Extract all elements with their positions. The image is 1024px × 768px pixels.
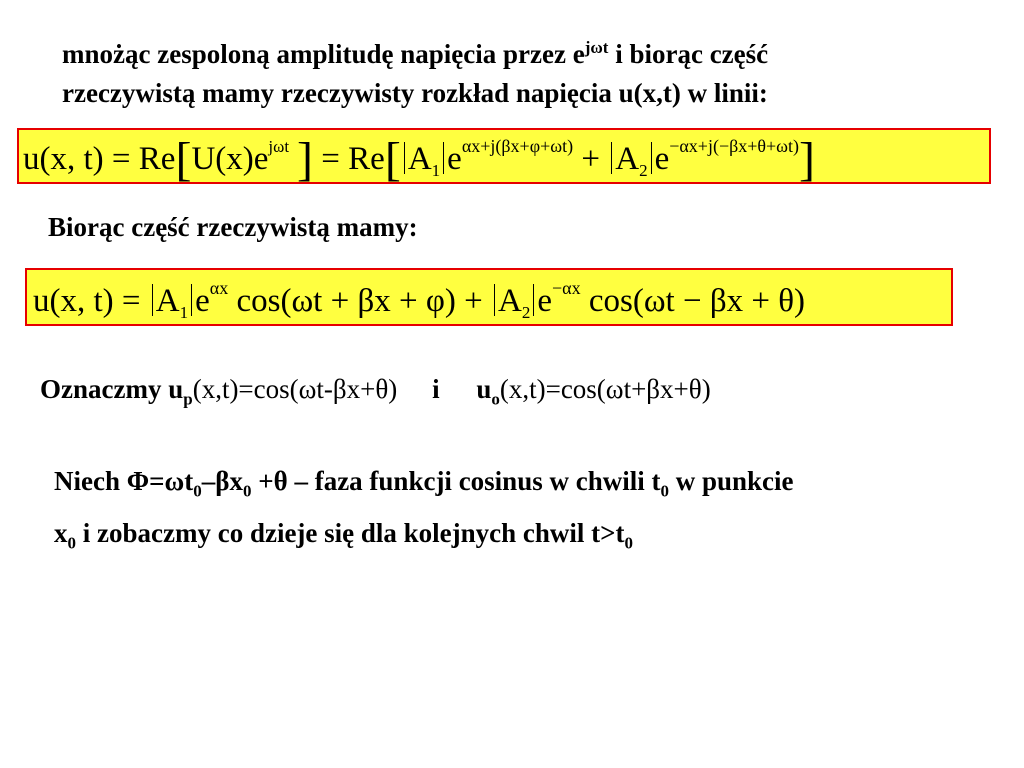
eq1-abs-bar: [651, 142, 652, 174]
def-uo-rest: (x,t)=cos(ωt+βx+θ): [499, 374, 711, 404]
eq2-e2: e: [537, 283, 553, 319]
def-and: i: [432, 374, 440, 404]
eq2-abs-bar: [494, 284, 495, 316]
eq1-phasor-exponent: jωt: [268, 137, 290, 156]
eq2-abs-bar: [533, 284, 534, 316]
eq1-e2-exponent: −αx+j(−βx+θ+ωt): [669, 136, 800, 156]
section-heading: Biorąc część rzeczywistą mamy:: [48, 212, 418, 242]
niech-l1-sub3: 0: [660, 481, 669, 501]
intro-line-1-pre: mnożąc zespoloną amplitudę napięcia przez e: [62, 39, 585, 69]
niech-l1-sub2: 0: [242, 481, 252, 501]
eq2-e1: e: [195, 283, 210, 319]
intro-line-1-post: i biorąc część: [608, 39, 769, 69]
def-uo: u: [476, 374, 492, 404]
niech-line-1: [54, 466, 794, 501]
eq2-a2: A: [498, 283, 522, 319]
eq2-abs-bar: [152, 284, 153, 316]
niech-l1-b: –βx: [201, 466, 243, 496]
eq1-bracket-close-1: ]: [297, 133, 314, 186]
eq1-e1-exponent: αx+j(βx+φ+ωt): [461, 136, 574, 156]
equation-2-box: [25, 268, 953, 326]
def-up-sub: p: [183, 389, 193, 409]
eq1-e1: e: [447, 141, 462, 177]
eq1-a2: A: [615, 141, 640, 177]
eq1-re-2: Re: [348, 141, 385, 177]
intro-line-2: rzeczywistą mamy rzeczywisty rozkład napięcia u(x,t) w linii:: [62, 78, 768, 108]
eq2-a1: A: [155, 283, 180, 319]
niech-l2-sub2: 0: [624, 533, 634, 553]
eq2-e2-exponent: −αx: [552, 278, 581, 298]
eq1-abs-bar: [611, 142, 612, 174]
eq2-abs-bar: [191, 284, 192, 316]
eq1-a1-sub: 1: [431, 161, 441, 180]
niech-l1-c: +θ – faza funkcji cosinus w chwili t: [251, 466, 661, 496]
eq2-equals: =: [121, 283, 141, 319]
eq1-lhs: u(x, t): [23, 141, 104, 177]
eq1-abs-bar: [443, 142, 444, 174]
eq2-e1-exponent: αx: [209, 278, 229, 298]
eq2-plus: +: [464, 283, 483, 319]
definitions-line: [40, 374, 711, 409]
eq1-a1: A: [407, 141, 432, 177]
intro-line-1: [62, 38, 768, 70]
eq1-phasor: U(x)e: [191, 141, 269, 177]
eq2-cos-2: cos(ωt − βx + θ): [588, 283, 806, 319]
eq1-a2-sub: 2: [639, 161, 648, 180]
def-prefix: Oznaczmy u: [40, 374, 184, 404]
eq1-bracket-close-2: ]: [799, 133, 816, 186]
niech-l1-d: w punkcie: [668, 466, 794, 496]
eq1-e2: e: [654, 141, 670, 177]
eq2-a2-sub: 2: [521, 303, 531, 322]
eq1-abs-bar: [404, 142, 405, 174]
niech-l2-a: x: [54, 518, 68, 548]
niech-l1-a: Niech Φ=ωt: [54, 466, 194, 496]
def-up-rest: (x,t)=cos(ωt-βx+θ): [192, 374, 398, 404]
intro-exponent: jωt: [584, 38, 609, 57]
eq1-plus: +: [581, 141, 600, 177]
eq1-equals-1: =: [111, 141, 131, 177]
eq2-lhs: u(x, t): [33, 283, 114, 319]
niech-line-2: [54, 518, 633, 553]
niech-l2-b: i zobaczmy co dzieje się dla kolejnych chwil t>t: [76, 518, 625, 548]
niech-l1-sub1: 0: [193, 481, 202, 501]
eq1-bracket-open-2: [: [384, 133, 401, 186]
def-uo-sub: o: [491, 389, 500, 409]
eq2-a1-sub: 1: [179, 303, 189, 322]
eq1-bracket-open-1: [: [175, 133, 192, 186]
eq1-equals-2: =: [321, 141, 340, 177]
eq2-cos-1: cos(ωt + βx + φ): [236, 283, 456, 319]
niech-l2-sub1: 0: [67, 533, 76, 553]
equation-1-box: [17, 128, 991, 184]
eq1-re-1: Re: [138, 141, 176, 177]
